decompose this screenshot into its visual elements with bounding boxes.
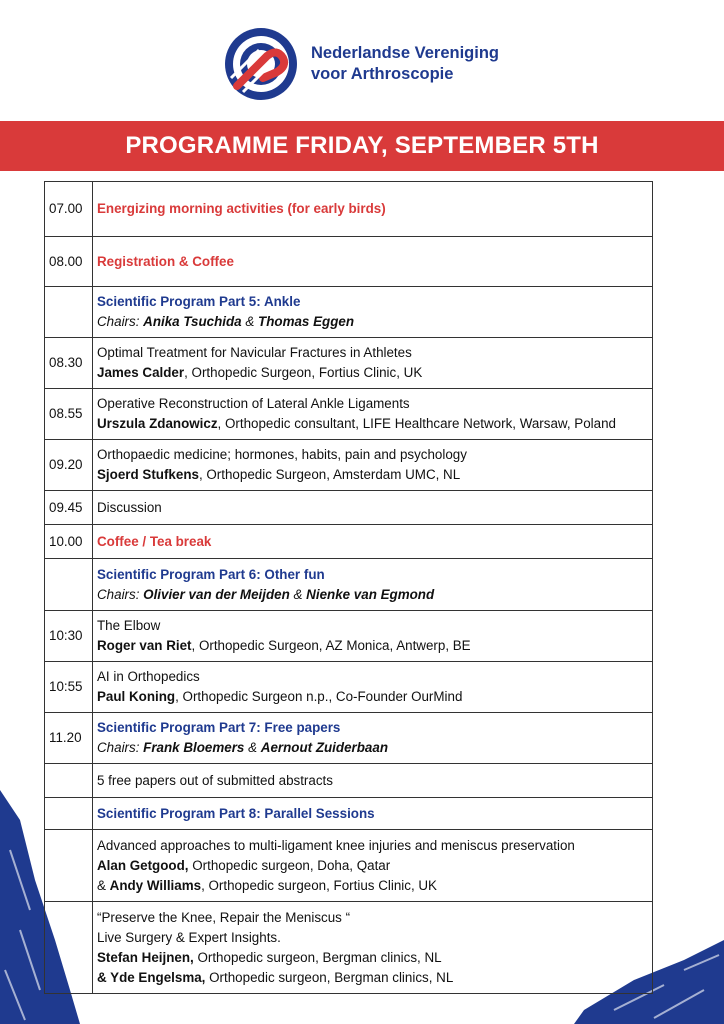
session-cell (93, 182, 653, 237)
chairs-label: Chairs: (97, 314, 140, 329)
section-title: Scientific Program Part 6: Other fun (97, 566, 325, 582)
speaker-line (97, 414, 648, 434)
header-logo (223, 26, 499, 102)
speaker-role: , Orthopedic consultant, LIFE Healthcare Network, Warsaw, Poland (217, 416, 616, 431)
session-cell (93, 559, 653, 611)
speaker-name: James Calder (97, 365, 185, 380)
session-title: Registration & Coffee (97, 253, 234, 269)
speaker-role: , Orthopedic Surgeon, Amsterdam UMC, NL (198, 467, 461, 482)
speaker-name: Stefan Heijnen, (97, 949, 194, 965)
chairs-label: Chairs: (97, 740, 140, 755)
session-title: 5 free papers out of submitted abstracts (97, 772, 333, 788)
speaker-role: Orthopedic surgeon, Doha, Qatar (188, 857, 391, 873)
time-cell: 11.20 (45, 713, 93, 764)
speaker-name: Urszula Zdanowicz (97, 416, 218, 431)
time-cell: 10.00 (45, 525, 93, 559)
table-row (45, 182, 653, 237)
session-cell (93, 798, 653, 830)
table-row (45, 611, 653, 662)
chair-name: Olivier van der Meijden (143, 586, 290, 602)
table-row (45, 713, 653, 764)
title-banner (0, 121, 724, 171)
session-cell (93, 764, 653, 798)
session-cell (93, 338, 653, 389)
organization-name (311, 43, 499, 85)
programme-table (44, 181, 653, 994)
chair-name: Thomas Eggen (258, 314, 355, 329)
talk-title: Optimal Treatment for Navicular Fractures in Athletes (97, 345, 412, 360)
speaker-role: Orthopedic surgeon, Bergman clinics, NL (193, 949, 442, 965)
time-cell: 10:55 (45, 662, 93, 713)
speaker-line (97, 636, 648, 656)
ampersand: & (248, 740, 258, 755)
time-cell: 10:30 (45, 611, 93, 662)
table-row (45, 440, 653, 491)
time-cell: 08.55 (45, 389, 93, 440)
chairs-line (97, 738, 648, 758)
time-cell: 08.00 (45, 237, 93, 287)
org-name-line2: voor Arthroscopie (311, 65, 454, 83)
session-cell (93, 525, 653, 559)
table-row (45, 662, 653, 713)
table-row (45, 764, 653, 798)
time-cell: 09.20 (45, 440, 93, 491)
session-cell (93, 902, 653, 994)
speaker-role: , Orthopedic Surgeon, AZ Monica, Antwerp, BE (191, 638, 471, 653)
session-cell (93, 830, 653, 902)
chairs-line (97, 312, 648, 332)
table-row (45, 798, 653, 830)
time-cell: 09.45 (45, 491, 93, 525)
time-cell (45, 764, 93, 798)
talk-title: “Preserve the Knee, Repair the Meniscus “ (97, 909, 351, 925)
time-cell (45, 830, 93, 902)
table-row (45, 902, 653, 994)
time-cell (45, 559, 93, 611)
page-title: PROGRAMME FRIDAY, SEPTEMBER 5TH (125, 132, 599, 159)
speaker-name: Andy Williams (109, 877, 202, 893)
session-cell (93, 287, 653, 338)
speaker-role: , Orthopedic Surgeon, Fortius Clinic, UK (184, 365, 423, 380)
chair-name: Aernout Zuiderbaan (260, 740, 388, 755)
session-cell (93, 713, 653, 764)
org-name-line1: Nederlandse Vereniging (311, 44, 499, 62)
talk-title: Orthopaedic medicine; hormones, habits, pain and psychology (97, 447, 467, 462)
section-title: Scientific Program Part 8: Parallel Sessions (97, 805, 375, 821)
chair-name: Anika Tsuchida (143, 314, 242, 329)
speaker-line (97, 968, 648, 988)
talk-subtitle: Live Surgery & Expert Insights. (97, 929, 281, 945)
speaker-role: , Orthopedic Surgeon n.p., Co-Founder OurMind (175, 689, 463, 704)
chairs-line (97, 585, 648, 605)
speaker-line (97, 876, 648, 896)
speaker-line (97, 465, 648, 485)
table-row (45, 389, 653, 440)
speaker-line (97, 687, 648, 707)
session-title: Energizing morning activities (for early birds) (97, 201, 386, 216)
speaker-line (97, 363, 648, 383)
section-title: Scientific Program Part 7: Free papers (97, 720, 341, 735)
ampersand: & (97, 877, 110, 893)
session-cell (93, 237, 653, 287)
session-cell (93, 389, 653, 440)
session-cell (93, 491, 653, 525)
time-cell: 07.00 (45, 182, 93, 237)
speaker-name: Paul Koning (97, 689, 176, 704)
session-cell (93, 611, 653, 662)
speaker-name: & Yde Engelsma, (97, 969, 206, 985)
ampersand: & (293, 586, 303, 602)
time-cell (45, 798, 93, 830)
time-cell (45, 287, 93, 338)
session-title: Coffee / Tea break (97, 533, 212, 549)
speaker-name: Sjoerd Stufkens (97, 467, 199, 482)
speaker-name: Alan Getgood, (97, 857, 189, 873)
table-row (45, 338, 653, 389)
chair-name: Frank Bloemers (143, 740, 245, 755)
section-title: Scientific Program Part 5: Ankle (97, 294, 301, 309)
speaker-line (97, 948, 648, 968)
session-cell (93, 662, 653, 713)
table-row (45, 830, 653, 902)
time-cell: 08.30 (45, 338, 93, 389)
nva-logo-icon (223, 26, 299, 102)
time-cell (45, 902, 93, 994)
talk-title: Advanced approaches to multi-ligament knee injuries and meniscus preservation (97, 837, 575, 853)
speaker-name: Roger van Riet (97, 638, 192, 653)
talk-title: The Elbow (97, 618, 161, 633)
session-cell (93, 440, 653, 491)
speaker-line (97, 856, 648, 876)
table-row (45, 287, 653, 338)
table-row (45, 237, 653, 287)
speaker-role: , Orthopedic surgeon, Fortius Clinic, UK (201, 877, 437, 893)
talk-title: Operative Reconstruction of Lateral Ankle Ligaments (97, 396, 410, 411)
session-title: Discussion (97, 499, 162, 515)
table-row (45, 525, 653, 559)
chair-name: Nienke van Egmond (306, 586, 435, 602)
table-row (45, 491, 653, 525)
ampersand: & (245, 314, 255, 329)
table-row (45, 559, 653, 611)
speaker-role: Orthopedic surgeon, Bergman clinics, NL (205, 969, 454, 985)
talk-title: AI in Orthopedics (97, 669, 200, 684)
chairs-label: Chairs: (97, 586, 140, 602)
